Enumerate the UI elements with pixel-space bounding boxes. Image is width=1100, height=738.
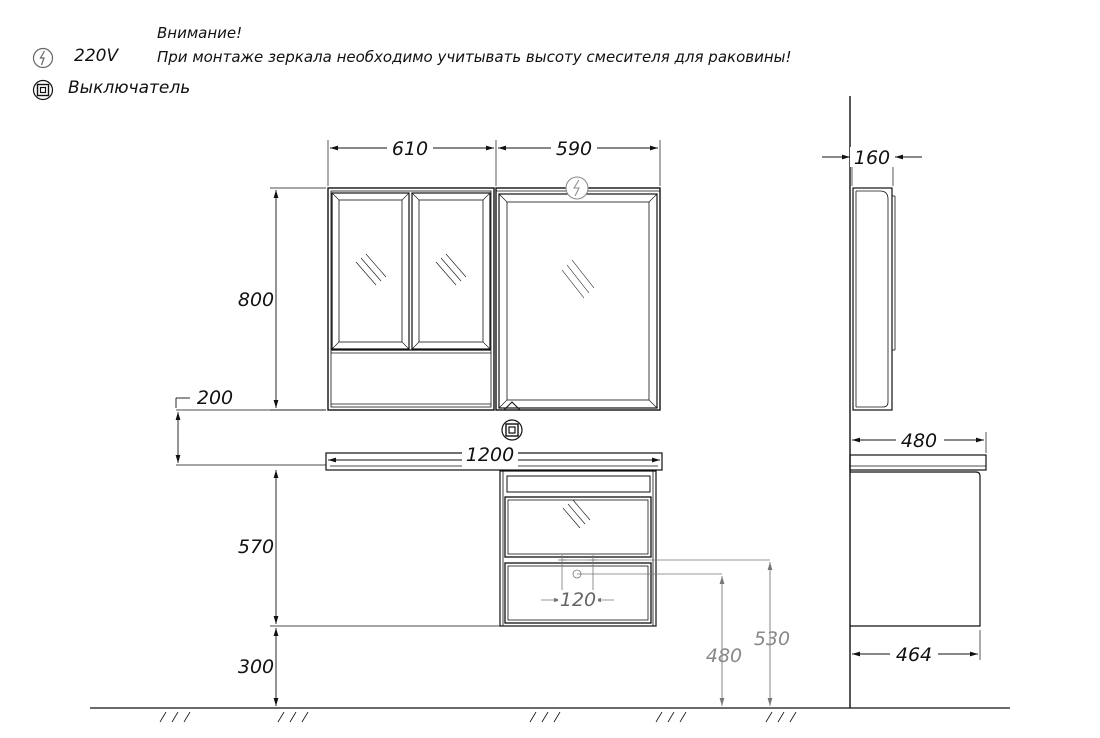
side-view: [822, 96, 986, 708]
dim-side-depth-top: 160: [853, 147, 891, 169]
dim-floor-clearance: 300: [237, 656, 275, 678]
dim-vanity-height: 570: [237, 536, 275, 558]
left-cabinet: [328, 188, 494, 410]
cabinet-door-right: [412, 193, 490, 349]
dim-depth-top: 480: [900, 430, 938, 452]
power-label: 220V: [74, 46, 119, 66]
dim-drain-height-2: 530: [753, 628, 791, 650]
dim-gap-above-top: 200: [196, 387, 234, 409]
warning-text: При монтаже зеркала необходимо учитывать высоту смесителя для раковины!: [157, 48, 792, 66]
warning-heading: Внимание!: [157, 24, 243, 42]
mirror-power-socket-icon: [566, 177, 588, 199]
mirror-switch-icon: [502, 420, 522, 440]
dim-depth-bottom: 464: [895, 644, 933, 666]
dim-drain-spacing: 120: [559, 589, 597, 611]
dim-cabinet-width: 610: [391, 138, 429, 160]
dim-total-width: 1200: [465, 444, 515, 466]
mirror: [496, 177, 660, 440]
dim-drain-height-1: 480: [705, 645, 743, 667]
cabinet-door-left: [332, 193, 409, 349]
switch-label: Выключатель: [68, 78, 191, 98]
dim-mirror-width: 590: [555, 138, 593, 160]
floor-line: [90, 708, 1010, 722]
vanity-drawer-upper: [505, 497, 651, 557]
dim-mirror-height: 800: [237, 289, 275, 311]
